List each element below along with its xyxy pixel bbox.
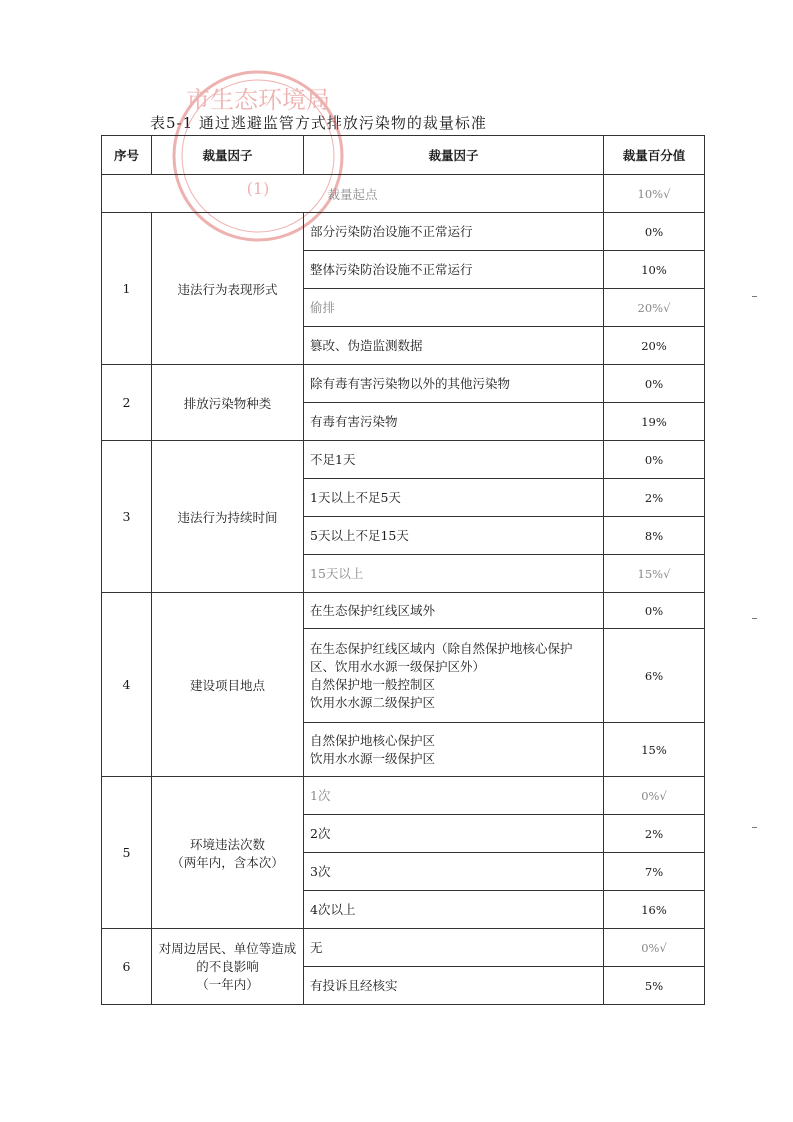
factor-cell: 偷排 bbox=[304, 289, 604, 327]
factor-cell: 有毒有害污染物 bbox=[304, 403, 604, 441]
value-cell: 15% bbox=[604, 723, 705, 777]
group-seq: 5 bbox=[102, 777, 152, 929]
factor-cell: 部分污染防治设施不正常运行 bbox=[304, 213, 604, 251]
factor-cell: 自然保护地核心保护区 饮用水水源一级保护区 bbox=[304, 723, 604, 777]
table-row bbox=[102, 593, 705, 629]
value-cell: 5% bbox=[604, 967, 705, 1005]
factor-cell: 4次以上 bbox=[304, 891, 604, 929]
factor-cell: 整体污染防治设施不正常运行 bbox=[304, 251, 604, 289]
group-seq: 3 bbox=[102, 441, 152, 593]
group-category: 对周边居民、单位等造成的不良影响 （一年内） bbox=[152, 929, 304, 1005]
value-cell: 0%√ bbox=[604, 777, 705, 815]
value-cell: 0%√ bbox=[604, 929, 705, 967]
group-category: 违法行为持续时间 bbox=[152, 441, 304, 593]
factor-cell: 5天以上不足15天 bbox=[304, 517, 604, 555]
factor-cell: 1天以上不足5天 bbox=[304, 479, 604, 517]
factor-cell: 无 bbox=[304, 929, 604, 967]
table-row bbox=[102, 441, 705, 479]
start-label: 裁量起点 bbox=[102, 175, 604, 213]
value-cell: 20%√ bbox=[604, 289, 705, 327]
table-row bbox=[102, 777, 705, 815]
svg-text:市生态环境局: 市生态环境局 bbox=[186, 86, 330, 114]
value-cell: 2% bbox=[604, 815, 705, 853]
table-row bbox=[102, 365, 705, 403]
group-seq: 4 bbox=[102, 593, 152, 777]
group-seq: 1 bbox=[102, 213, 152, 365]
factor-cell: 在生态保护红线区域外 bbox=[304, 593, 604, 629]
header-percentage: 裁量百分值 bbox=[604, 136, 705, 175]
scan-margin-mark bbox=[752, 618, 757, 619]
factor-cell: 15天以上 bbox=[304, 555, 604, 593]
header-factor-category: 裁量因子 bbox=[152, 136, 304, 175]
factor-cell: 3次 bbox=[304, 853, 604, 891]
value-cell: 20% bbox=[604, 327, 705, 365]
factor-cell: 不足1天 bbox=[304, 441, 604, 479]
group-category: 环境违法次数 （两年内，含本次） bbox=[152, 777, 304, 929]
factor-cell: 2次 bbox=[304, 815, 604, 853]
factor-cell: 1次 bbox=[304, 777, 604, 815]
factor-cell: 有投诉且经核实 bbox=[304, 967, 604, 1005]
svg-text:(1): (1) bbox=[246, 179, 270, 198]
header-factor: 裁量因子 bbox=[304, 136, 604, 175]
value-cell: 19% bbox=[604, 403, 705, 441]
group-seq: 6 bbox=[102, 929, 152, 1005]
factor-cell: 在生态保护红线区域内（除自然保护地核心保护区、饮用水水源一级保护区外） 自然保护地一般控制区 饮用水水源二级保护区 bbox=[304, 629, 604, 723]
factor-cell: 除有毒有害污染物以外的其他污染物 bbox=[304, 365, 604, 403]
scan-margin-mark bbox=[752, 296, 757, 297]
value-cell: 0% bbox=[604, 365, 705, 403]
discretion-standard-table bbox=[101, 135, 705, 1005]
group-category: 违法行为表现形式 bbox=[152, 213, 304, 365]
table-row bbox=[102, 929, 705, 967]
value-cell: 6% bbox=[604, 629, 705, 723]
start-value: 10%√ bbox=[604, 175, 705, 213]
table-row bbox=[102, 213, 705, 251]
start-row bbox=[102, 175, 705, 213]
value-cell: 7% bbox=[604, 853, 705, 891]
value-cell: 0% bbox=[604, 213, 705, 251]
table-header-row bbox=[102, 136, 705, 175]
group-category: 排放污染物种类 bbox=[152, 365, 304, 441]
header-seq: 序号 bbox=[102, 136, 152, 175]
value-cell: 15%√ bbox=[604, 555, 705, 593]
value-cell: 16% bbox=[604, 891, 705, 929]
value-cell: 8% bbox=[604, 517, 705, 555]
value-cell: 0% bbox=[604, 593, 705, 629]
table-title: 表5-1 通过逃避监管方式排放污染物的裁量标准 bbox=[150, 114, 487, 132]
value-cell: 0% bbox=[604, 441, 705, 479]
group-category: 建设项目地点 bbox=[152, 593, 304, 777]
group-seq: 2 bbox=[102, 365, 152, 441]
factor-cell: 篡改、伪造监测数据 bbox=[304, 327, 604, 365]
scan-margin-mark bbox=[752, 827, 757, 828]
value-cell: 10% bbox=[604, 251, 705, 289]
value-cell: 2% bbox=[604, 479, 705, 517]
